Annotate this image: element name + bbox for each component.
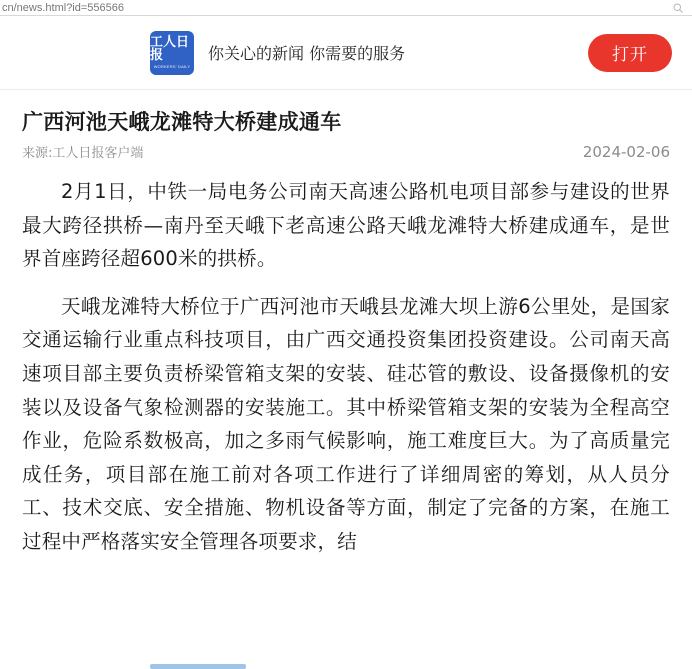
article-paragraph: 2月1日，中铁一局电务公司南天高速公路机电项目部参与建设的世界最大跨径拱桥—南丹至天峨下老高速公路天峨龙滩特大桥建成通车，是世界首座跨径超600米的拱桥。: [22, 180, 670, 271]
logo-cn-text: 工人日报: [150, 35, 190, 63]
article-date: 2024-02-06: [582, 143, 670, 162]
logo-en-text: WORKERS' DAILY: [153, 64, 191, 69]
article-paragraph: 天峨龙滩特大桥位于广西河池市天峨县龙滩大坝上游6公里处，是国家交通运输行业重点科技项目，由广西交通投资集团投资建设。公司南天高速项目部主要负责桥梁管箱支架的安装、硅芯管的敷设、设备摄像机的安装以及设备气象检测器的安装施工。其中桥梁管箱支架的安装为全程高空作业，危险系数极高，加之多雨气候影响，施工难度巨大。为了高质量完成任务，项目部在施工前对各项工作进行了详细周密的筹划，从人员分工、技术交底、安全措施、物机设备等方面，制定了完备的方案，在施工过程中严格落实安全管理各项要求，结: [22, 294, 670, 553]
browser-url-bar[interactable]: [0, 0, 692, 16]
article-headline: 广西河池天峨龙滩特大桥建成通车: [22, 110, 342, 134]
workers-daily-logo: [150, 31, 194, 75]
page-bottom-indicator: [150, 664, 246, 669]
promo-slogan: 你关心的新闻 你需要的服务: [208, 44, 406, 63]
url-text[interactable]: cn/news.html?id=556566: [2, 1, 124, 14]
article-source: 来源:工人日报客户端: [22, 146, 144, 162]
article-body: [22, 175, 670, 558]
app-promo-banner: [0, 16, 692, 90]
search-icon[interactable]: [672, 2, 684, 14]
article-container: [0, 90, 692, 558]
open-app-button[interactable]: 打开: [588, 34, 672, 72]
article-meta: [22, 142, 670, 161]
